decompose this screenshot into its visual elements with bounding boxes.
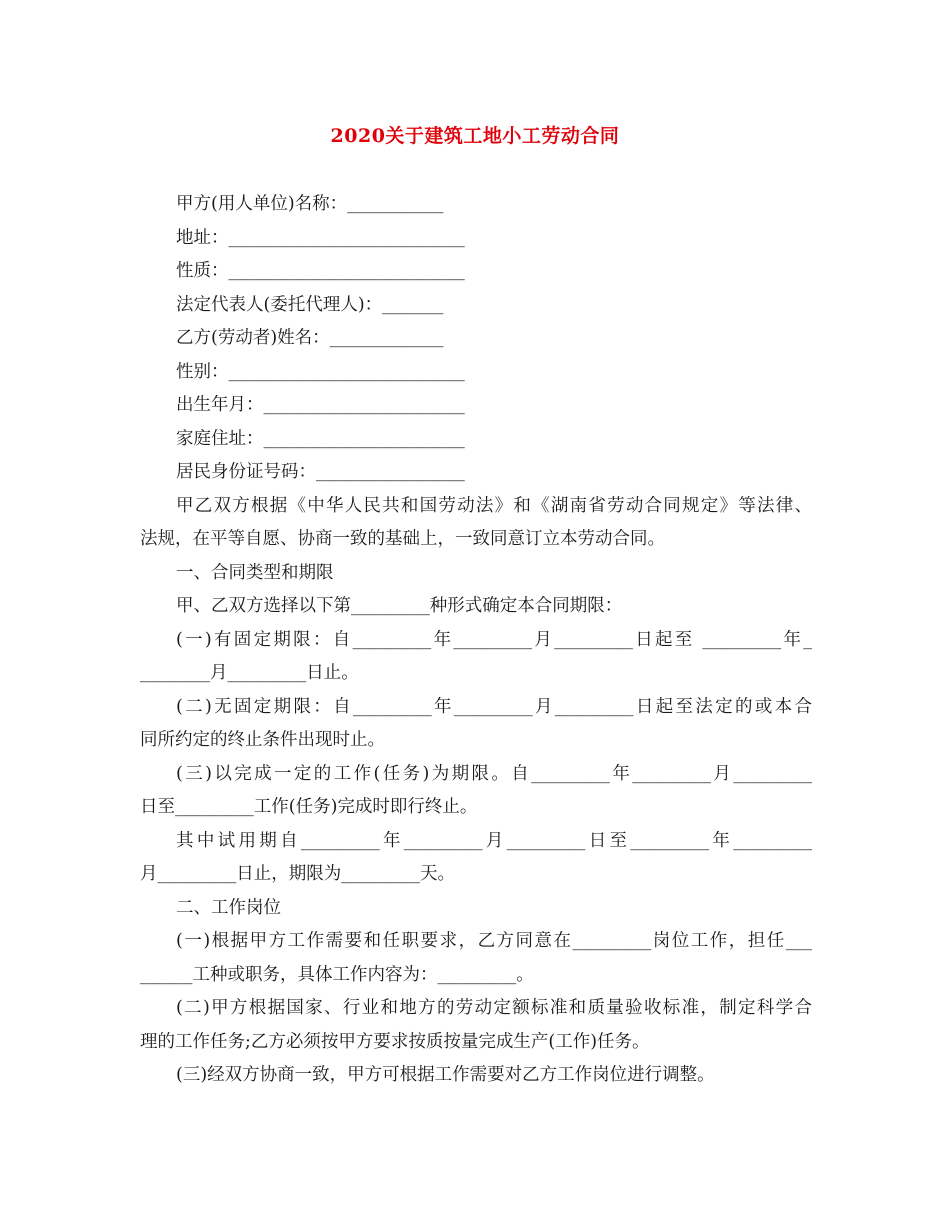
term-choice-line: 甲、乙双方选择以下第_________种形式确定本合同期限： [176, 596, 623, 616]
id-number-field: 居民身份证号码：_________________ [176, 462, 465, 482]
fixed-term-line-1: (一)有固定期限：自_________年_________月_________日起至 _________年_ [176, 629, 812, 650]
probation-line-2: 月_________日止，期限为_________天。 [140, 864, 455, 884]
birth-date-field: 出生年月：_______________________ [176, 395, 465, 415]
employer-address-field: 地址：___________________________ [176, 227, 465, 248]
legal-representative-field: 法定代表人(委托代理人)：_______ [176, 294, 444, 315]
position-adjustment-line: (三)经双方协商一致，甲方可根据工作需要对乙方工作岗位进行调整。 [176, 1065, 715, 1085]
probation-line-1: 其中试用期自_________年_________月_________日至_________年_________ [176, 830, 812, 851]
employer-type-field: 性质：___________________________ [176, 261, 465, 281]
intro-paragraph-line-1: 甲乙双方根据《中华人民共和国劳动法》和《湖南省劳动合同规定》等法律、 [176, 495, 812, 516]
intro-paragraph-line-2: 法规，在平等自愿、协商一致的基础上，一致同意订立本劳动合同。 [140, 529, 665, 549]
job-position-line-2: ______工种或职务，具体工作内容为：_________。 [140, 964, 534, 985]
document-title: 2020关于建筑工地小工劳动合同 [330, 125, 620, 147]
task-term-line-2: 日至_________工作(任务)完成时即行终止。 [140, 797, 478, 817]
fixed-term-line-2: ________月_________日止。 [140, 663, 359, 683]
employee-name-field: 乙方(劳动者)姓名：_____________ [176, 328, 444, 348]
section-1-heading: 一、合同类型和期限 [176, 562, 334, 583]
job-position-line-1: (一)根据甲方工作需要和任职要求，乙方同意在_________岗位工作，担任___ [176, 931, 812, 951]
gender-field: 性别：___________________________ [176, 361, 465, 382]
work-standard-line-1: (二)甲方根据国家、行业和地方的劳动定额标准和质量验收标准，制定科学合 [176, 998, 812, 1018]
section-2-heading: 二、工作岗位 [176, 897, 281, 918]
task-term-line-1: (三)以完成一定的工作(任务)为期限。自_________年_________月_________ [176, 763, 812, 784]
home-address-field: 家庭住址：_______________________ [176, 428, 465, 449]
employer-name-field: 甲方(用人单位)名称：___________ [176, 194, 444, 214]
open-term-line-1: (二)无固定期限：自_________年_________月_________日起至法定的或本合 [176, 696, 812, 717]
document-body [140, 188, 812, 1093]
open-term-line-2: 同所约定的终止条件出现时止。 [140, 730, 385, 750]
work-standard-line-2: 理的工作任务;乙方必须按甲方要求按质按量完成生产(工作)任务。 [140, 1031, 650, 1052]
